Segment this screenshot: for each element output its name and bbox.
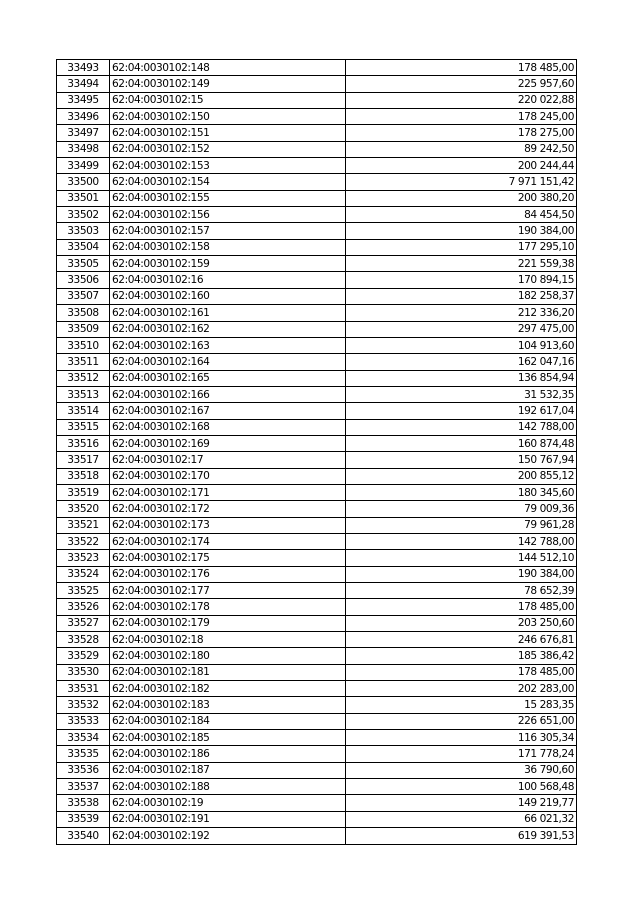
cadastral-value: 619 391,53 [346, 828, 577, 844]
cadastral-value: 162 047,16 [346, 354, 577, 370]
cadastral-value: 212 336,20 [346, 305, 577, 321]
cadastral-number: 62:04:0030102:172 [110, 501, 346, 517]
table-row [57, 60, 577, 76]
row-number: 33494 [57, 76, 110, 92]
cadastral-number: 62:04:0030102:176 [110, 566, 346, 582]
table-row [57, 125, 577, 141]
table-row [57, 419, 577, 435]
row-number: 33510 [57, 337, 110, 353]
table-row [57, 533, 577, 549]
row-number: 33509 [57, 321, 110, 337]
cadastral-number: 62:04:0030102:173 [110, 517, 346, 533]
cadastral-value: 180 345,60 [346, 484, 577, 500]
row-number: 33532 [57, 697, 110, 713]
cadastral-value: 200 244,44 [346, 158, 577, 174]
row-number: 33515 [57, 419, 110, 435]
row-number: 33514 [57, 403, 110, 419]
cadastral-number: 62:04:0030102:17 [110, 452, 346, 468]
row-number: 33526 [57, 599, 110, 615]
row-number: 33530 [57, 664, 110, 680]
cadastral-value: 190 384,00 [346, 223, 577, 239]
table-row [57, 828, 577, 844]
cadastral-number: 62:04:0030102:150 [110, 109, 346, 125]
table-row [57, 321, 577, 337]
table-row [57, 599, 577, 615]
cadastral-number: 62:04:0030102:163 [110, 337, 346, 353]
cadastral-value: 200 380,20 [346, 190, 577, 206]
row-number: 33523 [57, 550, 110, 566]
table-row [57, 158, 577, 174]
cadastral-number: 62:04:0030102:164 [110, 354, 346, 370]
row-number: 33506 [57, 272, 110, 288]
cadastral-number: 62:04:0030102:157 [110, 223, 346, 239]
row-number: 33521 [57, 517, 110, 533]
row-number: 33537 [57, 779, 110, 795]
cadastral-number: 62:04:0030102:16 [110, 272, 346, 288]
table-row [57, 648, 577, 664]
cadastral-number: 62:04:0030102:184 [110, 713, 346, 729]
row-number: 33501 [57, 190, 110, 206]
row-number: 33498 [57, 141, 110, 157]
table-row [57, 435, 577, 451]
cadastral-value: 66 021,32 [346, 811, 577, 827]
row-number: 33517 [57, 452, 110, 468]
row-number: 33525 [57, 583, 110, 599]
cadastral-value: 185 386,42 [346, 648, 577, 664]
table-row [57, 779, 577, 795]
row-number: 33505 [57, 256, 110, 272]
cadastral-value-table [56, 59, 577, 845]
cadastral-value: 31 532,35 [346, 386, 577, 402]
table-row [57, 501, 577, 517]
row-number: 33496 [57, 109, 110, 125]
cadastral-number: 62:04:0030102:183 [110, 697, 346, 713]
table-row [57, 550, 577, 566]
table-row [57, 713, 577, 729]
row-number: 33520 [57, 501, 110, 517]
cadastral-value: 177 295,10 [346, 239, 577, 255]
cadastral-number: 62:04:0030102:166 [110, 386, 346, 402]
cadastral-value: 170 894,15 [346, 272, 577, 288]
row-number: 33524 [57, 566, 110, 582]
row-number: 33495 [57, 92, 110, 108]
cadastral-number: 62:04:0030102:187 [110, 762, 346, 778]
cadastral-number: 62:04:0030102:18 [110, 632, 346, 648]
table-row [57, 337, 577, 353]
cadastral-value: 221 559,38 [346, 256, 577, 272]
table-row [57, 615, 577, 631]
row-number: 33536 [57, 762, 110, 778]
table-row [57, 370, 577, 386]
cadastral-number: 62:04:0030102:159 [110, 256, 346, 272]
cadastral-value: 89 242,50 [346, 141, 577, 157]
table-row [57, 746, 577, 762]
row-number: 33539 [57, 811, 110, 827]
cadastral-value: 150 767,94 [346, 452, 577, 468]
row-number: 33529 [57, 648, 110, 664]
cadastral-value: 200 855,12 [346, 468, 577, 484]
cadastral-value: 104 913,60 [346, 337, 577, 353]
cadastral-value: 202 283,00 [346, 681, 577, 697]
cadastral-number: 62:04:0030102:179 [110, 615, 346, 631]
cadastral-value: 79 961,28 [346, 517, 577, 533]
cadastral-value: 203 250,60 [346, 615, 577, 631]
row-number: 33540 [57, 828, 110, 844]
table-body [57, 60, 577, 845]
table-row [57, 109, 577, 125]
cadastral-value: 190 384,00 [346, 566, 577, 582]
cadastral-value: 297 475,00 [346, 321, 577, 337]
cadastral-number: 62:04:0030102:170 [110, 468, 346, 484]
cadastral-value: 225 957,60 [346, 76, 577, 92]
row-number: 33516 [57, 435, 110, 451]
cadastral-value: 178 485,00 [346, 60, 577, 76]
table-row [57, 664, 577, 680]
cadastral-number: 62:04:0030102:182 [110, 681, 346, 697]
row-number: 33519 [57, 484, 110, 500]
table-row [57, 272, 577, 288]
table-row [57, 730, 577, 746]
cadastral-number: 62:04:0030102:178 [110, 599, 346, 615]
cadastral-number: 62:04:0030102:169 [110, 435, 346, 451]
cadastral-number: 62:04:0030102:148 [110, 60, 346, 76]
row-number: 33504 [57, 239, 110, 255]
table-row [57, 207, 577, 223]
cadastral-value: 142 788,00 [346, 533, 577, 549]
cadastral-value: 36 790,60 [346, 762, 577, 778]
table-row [57, 141, 577, 157]
cadastral-value: 142 788,00 [346, 419, 577, 435]
cadastral-number: 62:04:0030102:165 [110, 370, 346, 386]
row-number: 33534 [57, 730, 110, 746]
row-number: 33538 [57, 795, 110, 811]
row-number: 33497 [57, 125, 110, 141]
table-row [57, 223, 577, 239]
row-number: 33499 [57, 158, 110, 174]
cadastral-number: 62:04:0030102:191 [110, 811, 346, 827]
table-row [57, 305, 577, 321]
table-row [57, 762, 577, 778]
cadastral-number: 62:04:0030102:185 [110, 730, 346, 746]
cadastral-number: 62:04:0030102:162 [110, 321, 346, 337]
cadastral-number: 62:04:0030102:167 [110, 403, 346, 419]
cadastral-value: 178 245,00 [346, 109, 577, 125]
row-number: 33533 [57, 713, 110, 729]
table-row [57, 566, 577, 582]
table-row [57, 681, 577, 697]
cadastral-value: 84 454,50 [346, 207, 577, 223]
cadastral-number: 62:04:0030102:171 [110, 484, 346, 500]
row-number: 33493 [57, 60, 110, 76]
table-row [57, 174, 577, 190]
row-number: 33508 [57, 305, 110, 321]
cadastral-number: 62:04:0030102:19 [110, 795, 346, 811]
row-number: 33503 [57, 223, 110, 239]
cadastral-number: 62:04:0030102:181 [110, 664, 346, 680]
table-row [57, 386, 577, 402]
row-number: 33535 [57, 746, 110, 762]
cadastral-value: 7 971 151,42 [346, 174, 577, 190]
cadastral-value: 246 676,81 [346, 632, 577, 648]
row-number: 33502 [57, 207, 110, 223]
row-number: 33531 [57, 681, 110, 697]
cadastral-value: 144 512,10 [346, 550, 577, 566]
cadastral-number: 62:04:0030102:149 [110, 76, 346, 92]
table-row [57, 697, 577, 713]
cadastral-number: 62:04:0030102:158 [110, 239, 346, 255]
cadastral-value: 178 485,00 [346, 599, 577, 615]
cadastral-number: 62:04:0030102:160 [110, 288, 346, 304]
table-row [57, 484, 577, 500]
cadastral-number: 62:04:0030102:192 [110, 828, 346, 844]
cadastral-number: 62:04:0030102:156 [110, 207, 346, 223]
cadastral-value: 15 283,35 [346, 697, 577, 713]
cadastral-number: 62:04:0030102:180 [110, 648, 346, 664]
cadastral-number: 62:04:0030102:161 [110, 305, 346, 321]
cadastral-number: 62:04:0030102:177 [110, 583, 346, 599]
table-row [57, 92, 577, 108]
cadastral-value: 79 009,36 [346, 501, 577, 517]
cadastral-value: 160 874,48 [346, 435, 577, 451]
row-number: 33511 [57, 354, 110, 370]
row-number: 33528 [57, 632, 110, 648]
cadastral-number: 62:04:0030102:152 [110, 141, 346, 157]
table-row [57, 190, 577, 206]
table-row [57, 76, 577, 92]
table-row [57, 795, 577, 811]
row-number: 33512 [57, 370, 110, 386]
cadastral-value: 178 485,00 [346, 664, 577, 680]
cadastral-number: 62:04:0030102:153 [110, 158, 346, 174]
table-row [57, 288, 577, 304]
row-number: 33522 [57, 533, 110, 549]
cadastral-number: 62:04:0030102:155 [110, 190, 346, 206]
cadastral-value: 116 305,34 [346, 730, 577, 746]
table-row [57, 811, 577, 827]
table-row [57, 468, 577, 484]
cadastral-number: 62:04:0030102:154 [110, 174, 346, 190]
row-number: 33513 [57, 386, 110, 402]
table-row [57, 239, 577, 255]
row-number: 33527 [57, 615, 110, 631]
cadastral-value: 136 854,94 [346, 370, 577, 386]
table-row [57, 517, 577, 533]
cadastral-number: 62:04:0030102:174 [110, 533, 346, 549]
cadastral-value: 220 022,88 [346, 92, 577, 108]
cadastral-number: 62:04:0030102:186 [110, 746, 346, 762]
cadastral-value: 178 275,00 [346, 125, 577, 141]
cadastral-value: 78 652,39 [346, 583, 577, 599]
cadastral-number: 62:04:0030102:168 [110, 419, 346, 435]
cadastral-number: 62:04:0030102:15 [110, 92, 346, 108]
cadastral-value: 171 778,24 [346, 746, 577, 762]
cadastral-number: 62:04:0030102:188 [110, 779, 346, 795]
cadastral-value: 226 651,00 [346, 713, 577, 729]
cadastral-value: 192 617,04 [346, 403, 577, 419]
cadastral-value: 149 219,77 [346, 795, 577, 811]
cadastral-number: 62:04:0030102:151 [110, 125, 346, 141]
table-row [57, 354, 577, 370]
cadastral-number: 62:04:0030102:175 [110, 550, 346, 566]
table-row [57, 452, 577, 468]
cadastral-value: 100 568,48 [346, 779, 577, 795]
row-number: 33507 [57, 288, 110, 304]
row-number: 33500 [57, 174, 110, 190]
table-row [57, 632, 577, 648]
table-row [57, 583, 577, 599]
row-number: 33518 [57, 468, 110, 484]
cadastral-value: 182 258,37 [346, 288, 577, 304]
table-row [57, 256, 577, 272]
table-row [57, 403, 577, 419]
